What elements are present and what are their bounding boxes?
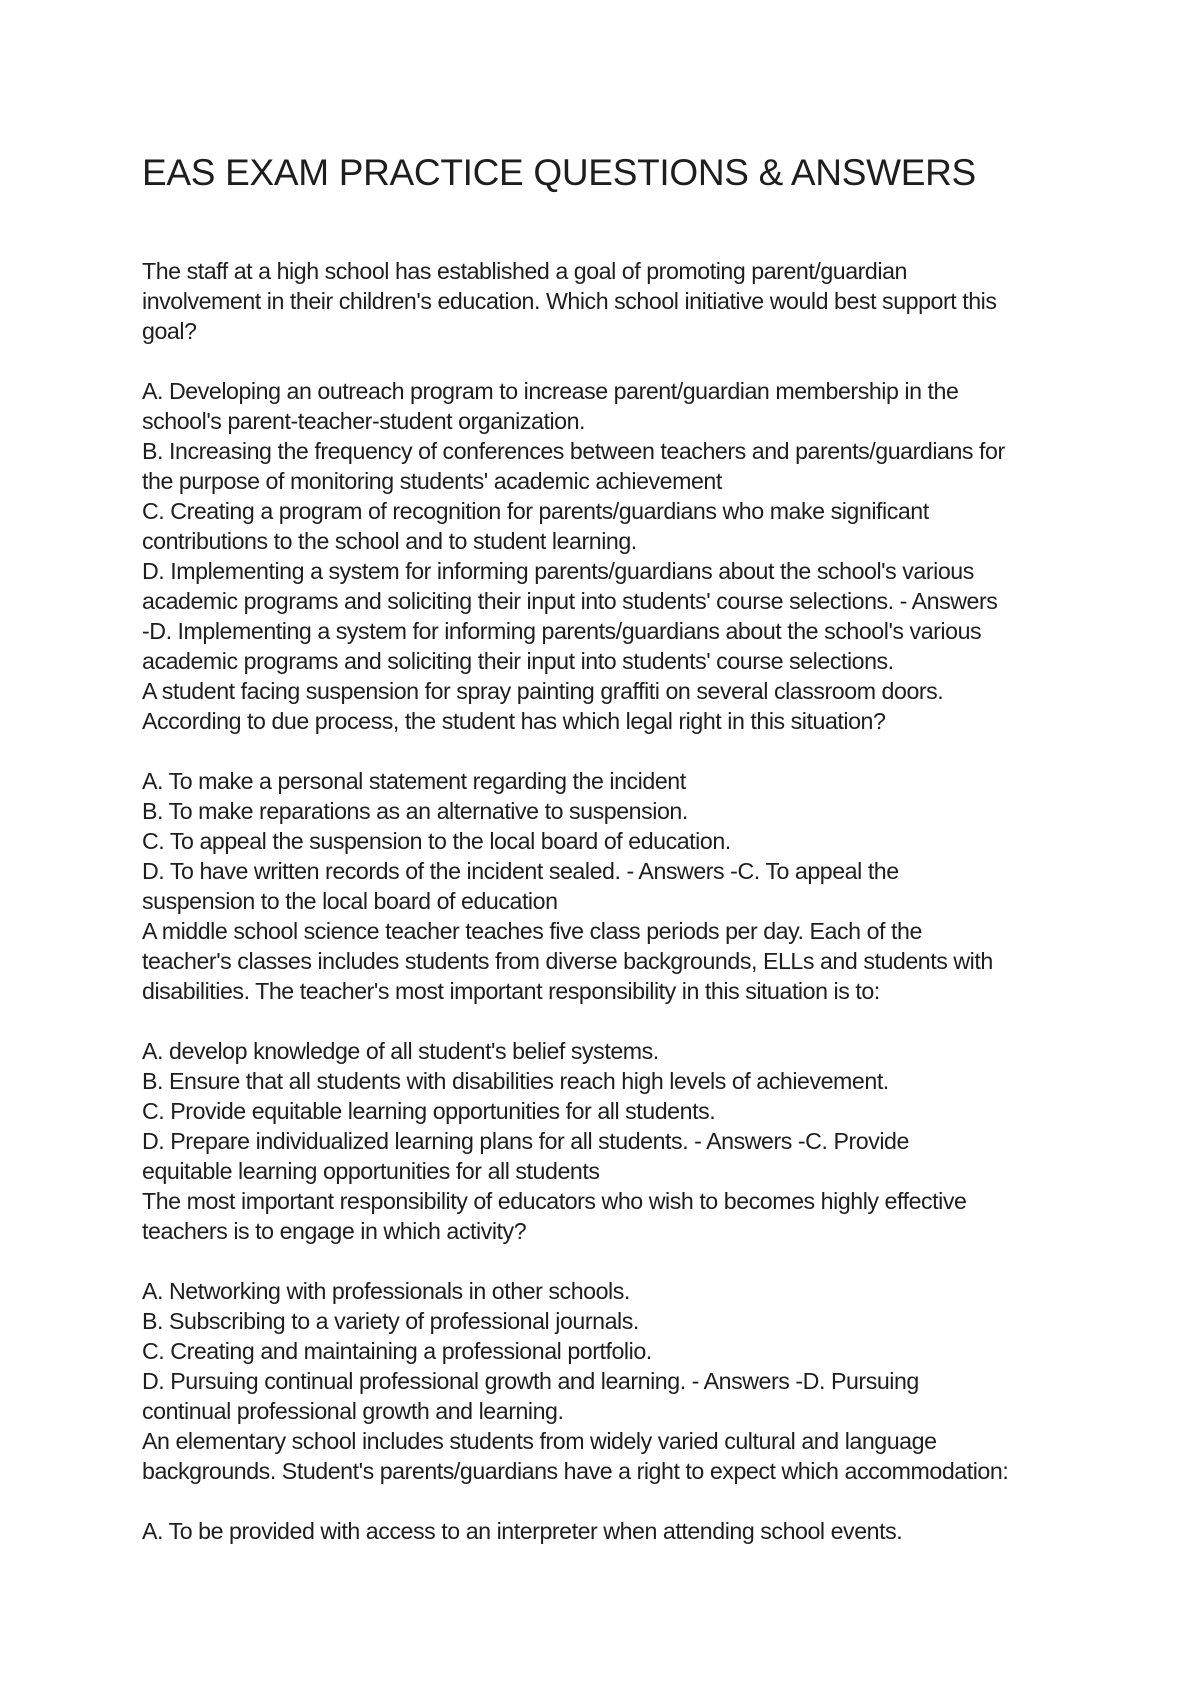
text-line: A. To make a personal statement regarding the incident xyxy=(142,768,686,794)
text-line: the purpose of monitoring students' academic achievement xyxy=(142,468,722,494)
text-line: C. Creating a program of recognition for parents/guardians who make significant xyxy=(142,498,929,524)
text-line: D. Prepare individualized learning plans for all students. - Answers -C. Provide xyxy=(142,1128,909,1154)
text-line: equitable learning opportunities for all students xyxy=(142,1158,600,1184)
text-line: The staff at a high school has established a goal of promoting parent/guardian xyxy=(142,258,907,284)
text-line: continual professional growth and learning. xyxy=(142,1398,564,1424)
text-line: An elementary school includes students from widely varied cultural and language xyxy=(142,1428,937,1454)
text-line: The most important responsibility of educators who wish to becomes highly effective xyxy=(142,1188,967,1214)
blank-line xyxy=(142,736,1082,766)
text-line: B. Ensure that all students with disabilities reach high levels of achievement. xyxy=(142,1068,889,1094)
text-line: D. Pursuing continual professional growth and learning. - Answers -D. Pursuing xyxy=(142,1368,919,1394)
text-line: contributions to the school and to student learning. xyxy=(142,528,637,554)
blank-line xyxy=(142,346,1082,376)
text-line: teachers is to engage in which activity? xyxy=(142,1218,527,1244)
text-line: A. To be provided with access to an interpreter when attending school events. xyxy=(142,1518,903,1544)
text-line: C. Creating and maintaining a professional portfolio. xyxy=(142,1338,652,1364)
text-line: A. Networking with professionals in other schools. xyxy=(142,1278,630,1304)
text-line: B. To make reparations as an alternative to suspension. xyxy=(142,798,688,824)
text-line: According to due process, the student has which legal right in this situation? xyxy=(142,708,886,734)
text-line: D. To have written records of the incident sealed. - Answers -C. To appeal the xyxy=(142,858,899,884)
text-line: academic programs and soliciting their input into students' course selections. xyxy=(142,648,894,674)
document-body xyxy=(142,256,1082,1546)
blank-line xyxy=(142,1246,1082,1276)
text-line: A student facing suspension for spray painting graffiti on several classroom doors. xyxy=(142,678,944,704)
text-line: C. To appeal the suspension to the local board of education. xyxy=(142,828,731,854)
text-line: involvement in their children's education. Which school initiative would best support this xyxy=(142,288,997,314)
text-line: teacher's classes includes students from diverse backgrounds, ELLs and students with xyxy=(142,948,993,974)
document-title: EAS EXAM PRACTICE QUESTIONS & ANSWERS xyxy=(142,152,976,193)
text-line: disabilities. The teacher's most important responsibility in this situation is to: xyxy=(142,978,880,1004)
text-line: B. Increasing the frequency of conferences between teachers and parents/guardians for xyxy=(142,438,1005,464)
text-line: A. Developing an outreach program to increase parent/guardian membership in the xyxy=(142,378,959,404)
blank-line xyxy=(142,1006,1082,1036)
text-line: goal? xyxy=(142,318,197,344)
text-line: suspension to the local board of education xyxy=(142,888,558,914)
text-line: D. Implementing a system for informing parents/guardians about the school's various xyxy=(142,558,974,584)
text-line: academic programs and soliciting their input into students' course selections. - Answers xyxy=(142,588,998,614)
text-line: -D. Implementing a system for informing parents/guardians about the school's various xyxy=(142,618,982,644)
text-line: C. Provide equitable learning opportunities for all students. xyxy=(142,1098,716,1124)
text-line: B. Subscribing to a variety of professional journals. xyxy=(142,1308,639,1334)
blank-line xyxy=(142,1486,1082,1516)
text-line: school's parent-teacher-student organization. xyxy=(142,408,586,434)
text-line: A. develop knowledge of all student's belief systems. xyxy=(142,1038,659,1064)
text-line: backgrounds. Student's parents/guardians have a right to expect which accommodation: xyxy=(142,1458,1009,1484)
text-line: A middle school science teacher teaches five class periods per day. Each of the xyxy=(142,918,922,944)
